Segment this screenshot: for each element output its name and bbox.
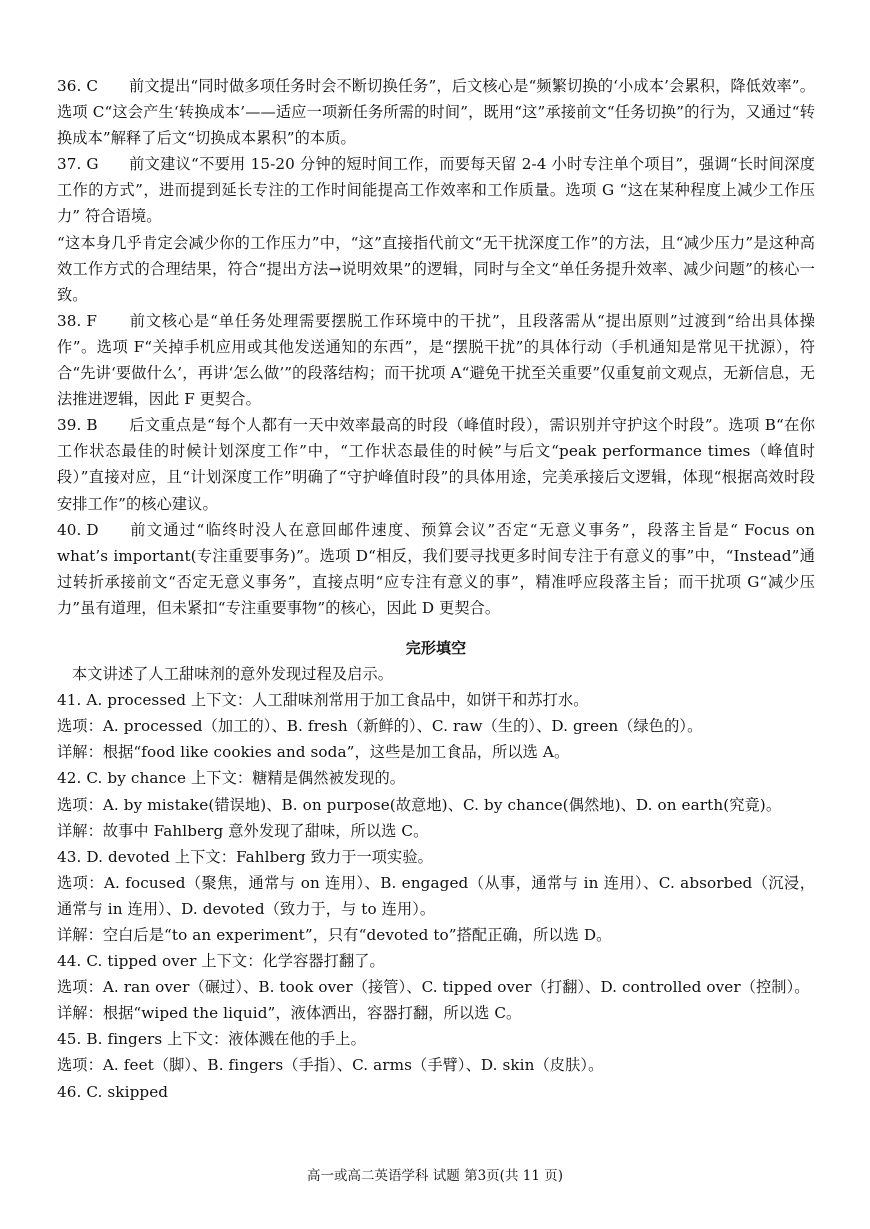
answer-item <box>57 151 815 308</box>
cloze-line: 选项：A. processed（加工的）、B. fresh（新鲜的）、C. raw（生的）、D. green（绿色的）。 <box>57 717 703 736</box>
cloze-line: 详解：空白后是“to an experiment”，只有“devoted to”搭配正确，所以选 D。 <box>57 926 612 944</box>
section-title: 完形填空 <box>405 638 467 657</box>
cloze-line: 43. D. devoted 上下文：Fahlberg 致力于一项实验。 <box>57 847 433 866</box>
cloze-line: 选项：A. by mistake(错误地)、B. on purpose(故意地)、C. by chance(偶然地)、D. on earth(究竟)。 <box>57 795 782 814</box>
answer-number: 38. F <box>57 311 98 330</box>
answer-text: 37. G 前文建议“不要用 15-20 分钟的短时间工作，而要每天留 2-4 小时专注单个项目”，强调“长时间深度工作的方式”，进而提到延长专注的工作时间能提高工作效率和工作质量。选项 G “这在某种程度上减少工作压力” 符合语境。 <box>57 151 815 229</box>
cloze-line: 46. C. skipped <box>57 1082 169 1101</box>
answer-number: 40. D <box>57 520 99 539</box>
section-intro: 本文讲述了人工甜味剂的意外发现过程及启示。 <box>72 665 394 684</box>
cloze-line: 详解：根据“food like cookies and soda”，这些是加工食品，所以选 A。 <box>57 743 570 762</box>
cloze-line: 详解：故事中 Fahlberg 意外发现了甜味，所以选 C。 <box>57 821 429 840</box>
answer-item <box>57 308 815 412</box>
answers-section <box>57 73 815 621</box>
cloze-list <box>57 687 815 1105</box>
cloze-line: 选项：A. feet（脚）、B. fingers（手指）、C. arms（手臂）、D. skin（皮肤）。 <box>57 1056 604 1075</box>
cloze-line: 选项：A. ran over（碾过）、B. took over（接管）、C. tipped over（打翻）、D. controlled over（控制）。 <box>57 978 810 997</box>
cloze-line: 详解：根据“wiped the liquid”，液体洒出，容器打翻，所以选 C。 <box>57 1004 522 1023</box>
cloze-line: 44. C. tipped over 上下文：化学容器打翻了。 <box>57 952 385 971</box>
document-body <box>57 73 815 1105</box>
answer-text: 38. F 前文核心是“单任务处理需要摆脱工作环境中的干扰”，且段落需从“提出原则”过渡到“给出具体操作”。选项 F“关掉手机应用或其他发送通知的东西”，是“摆脱干扰”的具体行动（手机通知是常见干扰源），符合“先讲‘要做什么’，再讲‘怎么做’”的段落结构；而干扰项 A“避免干扰至关重要”仅重复前文观点，无新信息，无法推进逻辑，因此 F 更契合。 <box>57 308 815 412</box>
answer-text: 39. B 后文重点是“每个人都有一天中效率最高的时段（峰值时段），需识别并守护这个时段”。选项 B“在你工作状态最佳的时候计划深度工作”中，“工作状态最佳的时候”与后文“peak performance times（峰值时段）”直接对应，且“计划深度工作”明确了“守护峰值时段”的具体用途，完美承接后文逻辑，体现“根据高效时段安排工作”的核心建议。 <box>57 412 815 516</box>
cloze-line: 41. A. processed 上下文：人工甜味剂常用于加工食品中，如饼干和苏打水。 <box>57 691 589 710</box>
answer-item <box>57 412 815 516</box>
answer-text: 40. D 前文通过“临终时没人在意回邮件速度、预算会议”否定“无意义事务”，段落主旨是“ Focus on what’s important(专注重要事务)”。选项 D“相反，我们要寻找更多时间专注于有意义的事”中，“Instead”通过转折承接前文“否定无意义事务”，直接点明“应专注有意义的事”，精准呼应段落主旨；而干扰项 G“减少压力”虽有道理，但未紧扣“专注重要事物”的核心，因此 D 更契合。 <box>57 517 815 621</box>
answer-number: 36. C <box>57 77 99 95</box>
answer-number: 39. B <box>57 416 98 435</box>
answer-number: 37. G <box>57 155 99 174</box>
cloze-line: 45. B. fingers 上下文：液体溅在他的手上。 <box>57 1030 366 1049</box>
answer-item <box>57 73 815 151</box>
cloze-line: 选项：A. focused（聚焦，通常与 on 连用）、B. engaged（从事，通常与 in 连用）、C. absorbed（沉浸，通常与 in 连用）、D. devoted（致力于，与 to 连用）。 <box>57 873 815 918</box>
answer-item <box>57 517 815 621</box>
page-footer: 高一或高二英语学科 试题 第3页(共 11 页) <box>307 1168 563 1184</box>
answer-text: 36. C 前文提出“同时做多项任务时会不断切换任务”，后文核心是“频繁切换的‘小成本’会累积，降低效率”。选项 C“这会产生‘转换成本’——适应一项新任务所需的时间”，既用“这”承接前文“任务切换”的行为，又通过“转换成本”解释了后文“切换成本累积”的本质。 <box>57 73 815 151</box>
cloze-line: 42. C. by chance 上下文：糖精是偶然被发现的。 <box>57 769 406 788</box>
answer-text: “这本身几乎肯定会减少你的工作压力”中，“这”直接指代前文“无干扰深度工作”的方法，且“减少压力”是这种高效工作方式的合理结果，符合“提出方法→说明效果”的逻辑，同时与全文“单任务提升效率、减少问题”的核心一致。 <box>57 233 815 304</box>
